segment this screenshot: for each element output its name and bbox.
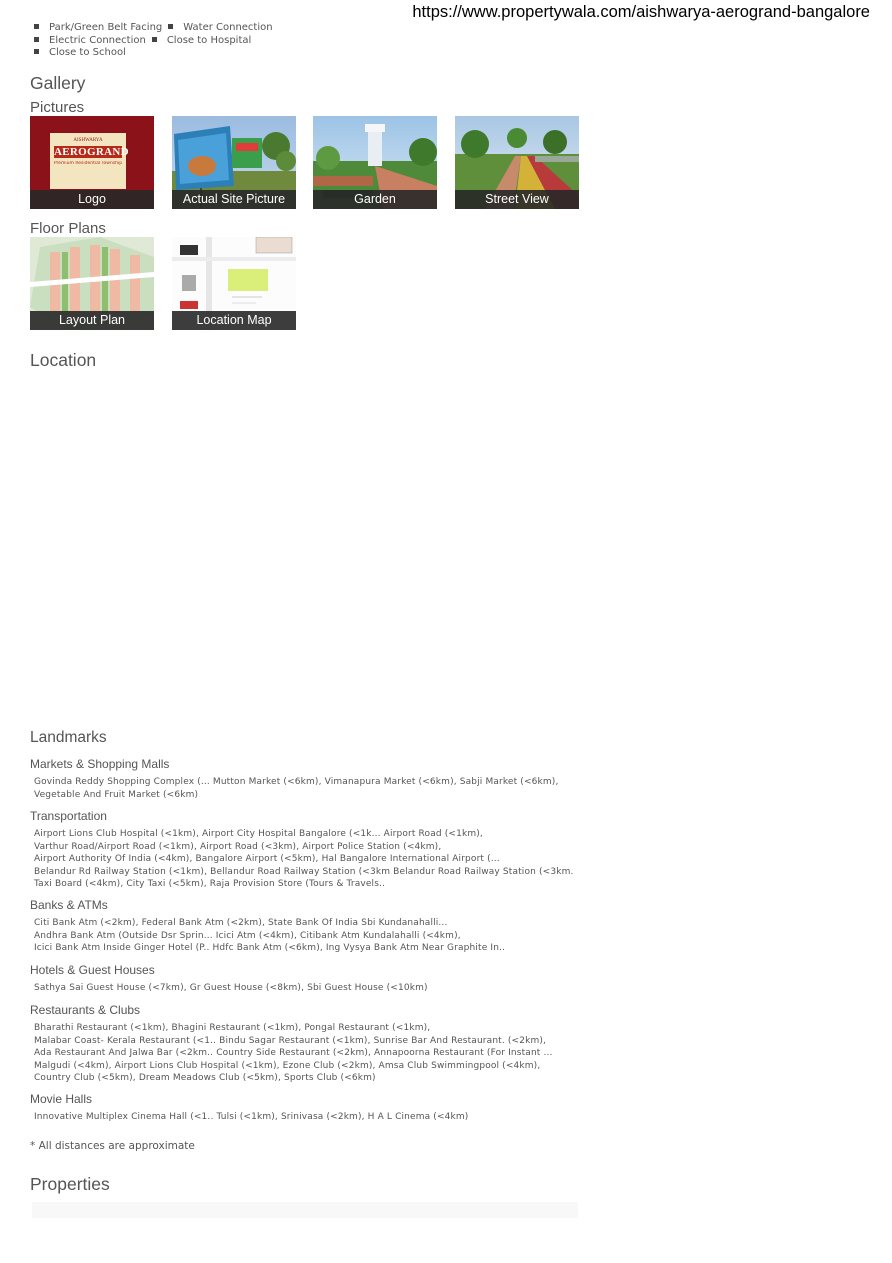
gallery-thumb-garden[interactable] — [313, 116, 437, 209]
thumb-caption: Logo — [30, 190, 154, 209]
amenity-item: Close to Hospital — [150, 35, 251, 48]
amenity-item: Water Connection — [166, 22, 272, 35]
amenities-list — [32, 22, 362, 60]
landmark-category-title: Markets & Shopping Malls — [30, 757, 170, 771]
gallery-thumb-street[interactable] — [455, 116, 579, 209]
floorplan-thumb-layout[interactable] — [30, 237, 154, 330]
pictures-heading: Pictures — [30, 99, 85, 116]
landmark-line: Innovative Multiplex Cinema Hall (<1.. Tulsi (<1km), Srinivasa (<2km), H A L Cinema (<4km) — [34, 1112, 469, 1122]
landmark-line: Icici Bank Atm Inside Ginger Hotel (P.. Hdfc Bank Atm (<6km), Ing Vysya Bank Atm Near Graphite In.. — [34, 943, 506, 953]
thumb-caption: Layout Plan — [30, 311, 154, 330]
logo-top-text: AISHWARYA — [73, 138, 103, 143]
landmark-line: Varthur Road/Airport Road (<1km), Airport Road (<3km), Airport Police Station (<4km), — [34, 841, 442, 852]
amenity-item: Park/Green Belt Facing — [32, 22, 162, 35]
logo-image — [50, 133, 129, 189]
location-heading: Location — [30, 350, 97, 370]
amenity-item: Close to School — [32, 47, 126, 60]
page-url: https://www.propertywala.com/aishwarya-aerogrand-bangalore — [412, 3, 870, 21]
landmark-line: Bharathi Restaurant (<1km), Bhagini Restaurant (<1km), Pongal Restaurant (<1km), — [34, 1023, 431, 1033]
landmark-category-title: Movie Halls — [30, 1092, 93, 1106]
landmark-line: Belandur Rd Railway Station (<1km), Bellandur Road Railway Station (<3km Belandur Road Railway Station (<3km. — [34, 866, 574, 877]
floor-plans-heading: Floor Plans — [30, 220, 106, 237]
landmark-line: Airport Authority Of India (<4km), Bangalore Airport (<5km), Hal Bangalore International Airport (... — [34, 854, 500, 864]
landmark-line: Vegetable And Fruit Market (<6km) — [34, 789, 199, 800]
thumb-caption: Garden — [313, 190, 437, 209]
properties-heading: Properties — [30, 1174, 110, 1194]
landmark-category-banks — [30, 898, 590, 955]
landmark-line: Andhra Bank Atm (Outside Dsr Sprin... Icici Atm (<4km), Citibank Atm Kundalahalli (<4km), — [34, 930, 461, 941]
landmark-category-title: Banks & ATMs — [30, 898, 108, 912]
landmark-category-hotels — [30, 963, 590, 995]
landmark-category-movies — [30, 1092, 590, 1124]
landmark-line: Govinda Reddy Shopping Complex (... Mutton Market (<6km), Vimanapura Market (<6km), Sabji Market (<6km), — [34, 777, 559, 787]
distance-note: * All distances are approximate — [30, 1140, 195, 1152]
gallery-thumb-site[interactable] — [172, 116, 296, 209]
landmarks-heading: Landmarks — [30, 729, 107, 746]
amenity-item: Electric Connection — [32, 35, 146, 48]
landmark-category-markets — [30, 757, 590, 801]
location-map-area[interactable] — [30, 378, 578, 718]
landmark-category-restaurants — [30, 1003, 590, 1085]
landmark-category-transportation — [30, 809, 590, 891]
landmark-line: Airport Lions Club Hospital (<1km), Airport City Hospital Bangalore (<1k... Airport Road (<1km), — [34, 829, 483, 839]
thumb-caption: Location Map — [172, 311, 296, 330]
landmark-line: Malgudi (<4km), Airport Lions Club Hospital (<1km), Ezone Club (<2km), Amsa Club Swimmingpool (<4km), — [34, 1060, 541, 1071]
landmark-line: Malabar Coast- Kerala Restaurant (<1.. Bindu Sagar Restaurant (<1km), Sunrise Bar And Restaurant. (<2km), — [34, 1035, 547, 1046]
logo-sub-text: Premium Residential Township — [53, 161, 123, 166]
landmark-line: Sathya Sai Guest House (<7km), Gr Guest House (<8km), Sbi Guest House (<10km) — [34, 983, 428, 993]
landmark-category-title: Hotels & Guest Houses — [30, 963, 155, 977]
landmark-line: Citi Bank Atm (<2km), Federal Bank Atm (<2km), State Bank Of India Sbi Kundanahalli... — [34, 918, 448, 928]
gallery-heading: Gallery — [30, 73, 86, 93]
landmark-line: Taxi Board (<4km), City Taxi (<5km), Raja Provision Store (Tours & Travels.. — [34, 879, 386, 889]
landmark-category-title: Transportation — [30, 809, 107, 823]
gallery-thumb-logo[interactable] — [30, 116, 154, 209]
landmark-line: Ada Restaurant And Jalwa Bar (<2km.. Country Side Restaurant (<2km), Annapoorna Restaurant (For Instant ... — [34, 1048, 553, 1058]
properties-list-placeholder — [32, 1202, 578, 1218]
landmark-line: Country Club (<5km), Dream Meadows Club (<5km), Sports Club (<6km) — [34, 1073, 376, 1083]
thumb-caption: Actual Site Picture — [172, 190, 296, 209]
landmark-category-title: Restaurants & Clubs — [30, 1003, 141, 1017]
floorplan-thumb-location[interactable] — [172, 237, 296, 330]
logo-main-text: AEROGRAND — [54, 146, 129, 158]
thumb-caption: Street View — [455, 190, 579, 209]
